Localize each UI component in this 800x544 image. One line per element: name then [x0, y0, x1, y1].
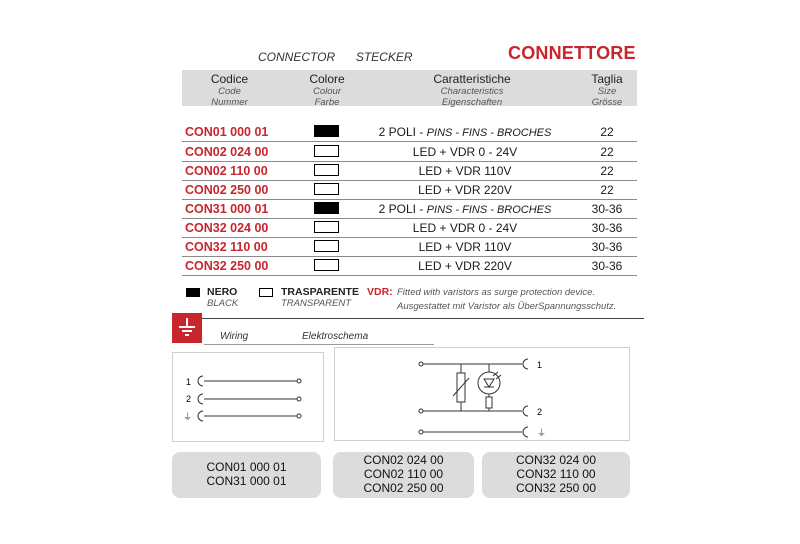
legend-divider	[182, 318, 644, 319]
row-code: CON02 110 00	[185, 164, 268, 178]
pin-label: 1	[537, 360, 543, 370]
row-colour-swatch	[314, 259, 339, 271]
legend-transparent-sub: TRANSPARENT	[281, 298, 352, 309]
wiring-led-svg	[335, 348, 631, 442]
legend-black-sub: BLACK	[207, 298, 239, 309]
column-size: Taglia Size Grösse	[591, 72, 623, 108]
row-colour-swatch	[314, 221, 339, 233]
wiring-label-de: Elektroschema	[302, 331, 369, 342]
table-row	[182, 237, 637, 257]
row-code: CON32 024 00	[185, 221, 269, 235]
row-code: CON01 000 01	[185, 125, 269, 139]
pin-label: ⏚	[182, 412, 192, 422]
row-description: LED + VDR 0 - 24V	[412, 221, 518, 235]
column-code: Codice Code Nummer	[210, 72, 249, 108]
table-row	[182, 256, 637, 276]
row-size: 22	[600, 183, 614, 197]
legend-transparent-swatch	[259, 288, 273, 297]
page-title: CONNETTORE	[508, 43, 636, 63]
row-code: CON31 000 01	[185, 202, 269, 216]
subtitle-en: CONNECTOR	[258, 50, 336, 64]
row-size: 30-36	[591, 259, 623, 273]
pin-label: ⏚	[537, 428, 547, 438]
table-row	[182, 142, 637, 162]
row-size: 30-36	[591, 240, 623, 254]
row-colour-swatch	[314, 202, 339, 214]
row-colour-swatch	[314, 164, 339, 176]
row-size: 22	[600, 145, 614, 159]
row-description: 2 POLI - PINS - FINS - BROCHES	[378, 125, 552, 139]
row-colour-swatch	[314, 125, 339, 137]
group-plain-connectors: CON01 000 01 CON31 000 01	[172, 452, 321, 498]
pin-label: 1	[185, 377, 191, 387]
legend-black-swatch	[186, 288, 200, 297]
group-con32-connectors: CON32 024 00 CON32 110 00 CON32 250 00	[482, 452, 630, 498]
row-code: CON32 250 00	[185, 259, 269, 273]
row-code: CON02 024 00	[185, 145, 269, 159]
table-row	[182, 218, 637, 238]
legend-vdr-de: Ausgestattet mit Varistor als ÜberSpannungsschutz.	[397, 301, 617, 312]
pin-label: 2	[537, 407, 543, 417]
row-size: 22	[600, 164, 614, 178]
row-size: 22	[600, 125, 614, 139]
row-description: 2 POLI - PINS - FINS - BROCHES	[378, 202, 552, 216]
ground-icon	[172, 313, 202, 343]
row-description: LED + VDR 0 - 24V	[412, 145, 518, 159]
legend-black-label: NERO	[207, 286, 238, 298]
row-colour-swatch	[314, 183, 339, 195]
wiring-simple-svg	[173, 353, 325, 443]
group-con02-connectors: CON02 024 00 CON02 110 00 CON02 250 00	[333, 452, 474, 498]
wiring-diagram-simple	[172, 352, 324, 442]
row-description: LED + VDR 110V	[418, 240, 512, 254]
row-size: 30-36	[591, 221, 623, 235]
table-row	[182, 122, 637, 142]
table-row	[182, 161, 637, 181]
row-colour-swatch	[314, 145, 339, 157]
row-description: LED + VDR 110V	[418, 164, 512, 178]
legend-transparent-label: TRASPARENTE	[281, 286, 359, 298]
row-colour-swatch	[314, 240, 339, 252]
table-header	[182, 70, 637, 106]
wiring-diagram-led-vdr	[334, 347, 630, 441]
row-size: 30-36	[591, 202, 623, 216]
row-description: LED + VDR 220V	[418, 259, 512, 273]
row-description: LED + VDR 220V	[418, 183, 512, 197]
column-characteristics: Caratteristiche Characteristics Eigenschaften	[433, 72, 511, 108]
header-subtitle	[258, 50, 413, 64]
legend-vdr-label: VDR:	[367, 286, 393, 298]
row-code: CON32 110 00	[185, 240, 268, 254]
wiring-divider	[204, 344, 434, 345]
row-code: CON02 250 00	[185, 183, 269, 197]
pin-label: 2	[185, 394, 191, 404]
legend-vdr-en: Fitted with varistors as surge protection device.	[397, 287, 596, 298]
wiring-label: Wiring	[220, 331, 249, 342]
column-colour: Colore Colour Farbe	[309, 72, 345, 108]
table-row	[182, 180, 637, 200]
table-row	[182, 199, 637, 219]
subtitle-de: STECKER	[355, 50, 413, 64]
